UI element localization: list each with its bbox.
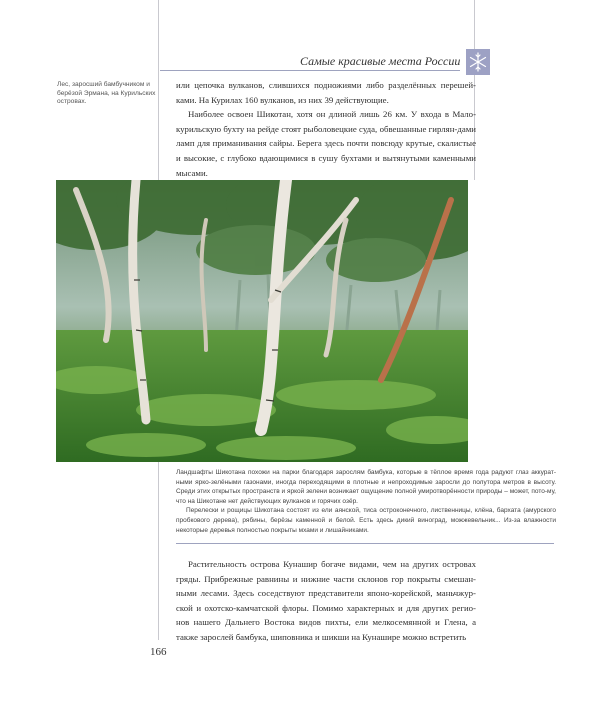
- snowflake-icon: [466, 49, 490, 75]
- caption-paragraph: Перелески и рощицы Шикотана состоят из ели аянской, тиса остроконечного, лиственницы, клёна, бархата (амурского пробкового дерева), рябины, берёзы каменной и белой. Есть здесь дикий виноград, можжевельник... Из-за влажности некоторые деревья полностью покрыты мхами и лишайниками.: [176, 507, 556, 534]
- side-caption: Лес, заросший бамбучником и берёзой Эрмана, на Курильских островах.: [57, 81, 156, 106]
- caption-paragraph: Ландшафты Шикотана похожи на парки благодаря зарослям бамбука, которые в тёплое время года радуют глаз аккурат-ными ярко-зелёными газонами, иногда переходящими в плотные и непроходимые заросли до полутора метров в высоту. Среди этих открытых пространств и яркой зелени возникает ощущение полной умиротворённости природы – может, пото-му, что на Шикотане нет действующих вулканов и горячих озёр.: [176, 469, 556, 505]
- running-header-title: Самые красивые места России: [300, 54, 461, 68]
- paragraph: Наиболее освоен Шикотан, хотя он длиной лишь 26 км. У входа в Мало-курильскую бухту на рейде стоят рыболовецкие суда, обвешанные гирлян-дами ламп для приманивания сайры. Берега здесь почти повсюду крутые, скалистые и высокие, с глубоко вдающимися в сушу бухтами и вытянутыми каменными мысами.: [176, 109, 476, 178]
- bottom-text-block: [176, 557, 476, 645]
- photo-caption: [176, 468, 556, 535]
- header-rule: [160, 70, 460, 71]
- forest-photo: [56, 180, 468, 462]
- paragraph: Растительность острова Кунашир богаче видами, чем на других островах гряды. Прибрежные равнины и нижние части склонов гор покрыты смешан-ными лесами. Здесь соседствуют представители японо-корейской, маньчжур-ской и охотско-камчатской флоры. Помимо характерных и для других регио-нов нашего Дальнего Востока видов пихты, ели мелкосемянной и Глена, а также зарослей бамбука, шиповника и шикши на Кунашире можно встретить: [176, 559, 476, 642]
- caption-rule: [176, 543, 554, 544]
- page-number: 166: [150, 646, 167, 658]
- top-text-block: [176, 78, 476, 180]
- paragraph: или цепочка вулканов, слившихся подножиями либо разделённых перешей-ками. На Курилах 160 вулканов, из них 39 действующие.: [176, 80, 476, 105]
